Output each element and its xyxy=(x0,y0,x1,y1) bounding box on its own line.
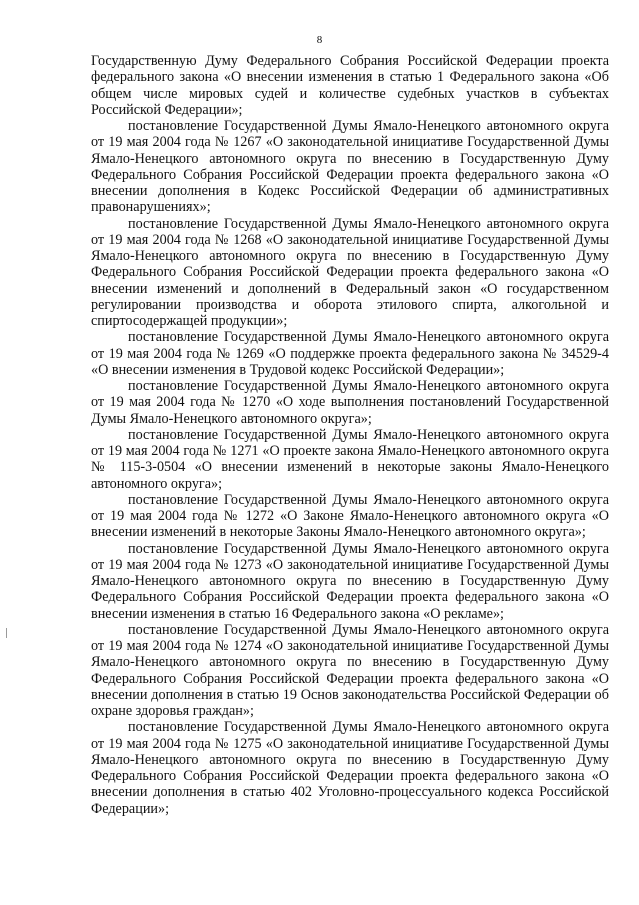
document-body xyxy=(91,53,609,817)
paragraph-resolution-1268: постановление Государственной Думы Ямало-Ненецкого автономного округа от 19 мая 2004 года № 1268 «О законодательной инициативе Государственной Думы Ямало-Ненецкого автономного округа по внесению в Государственную Думу Федерального Собрания Российской Федерации проекта федерального закона «О внесении изменений и дополнений в Федеральный закон «О государственном регулировании производства и оборота этилового спирта, алкогольной и спиртосодержащей продукции»; xyxy=(91,215,609,329)
paragraph-resolution-1273: постановление Государственной Думы Ямало-Ненецкого автономного округа от 19 мая 2004 года № 1273 «О законодательной инициативе Государственной Думы Ямало-Ненецкого автономного округа по внесению в Государственную Думу Федерального Собрания Российской Федерации проекта федерального закона «О внесении изменения в статью 16 Федерального закона «О рекламе»; xyxy=(91,540,609,622)
paragraph-resolution-1271: постановление Государственной Думы Ямало-Ненецкого автономного округа от 19 мая 2004 года № 1271 «О проекте закона Ямало-Ненецкого автономного округа № 115-3-0504 «О внесении изменений в некоторые законы Ямало-Ненецкого автономного округа»; xyxy=(91,426,609,492)
paragraph-continuation: Государственную Думу Федерального Собрания Российской Федерации проекта федерального закона «О внесении изменения в статью 1 Федерального закона «Об общем числе мировых судей и количестве судебных участков в субъектах Российской Федерации»; xyxy=(91,53,609,118)
paragraph-resolution-1269: постановление Государственной Думы Ямало-Ненецкого автономного округа от 19 мая 2004 года № 1269 «О поддержке проекта федерального закона № 34529-4 «О внесении изменения в Трудовой кодекс Российской Федерации»; xyxy=(91,329,609,378)
paragraph-resolution-1270: постановление Государственной Думы Ямало-Ненецкого автономного округа от 19 мая 2004 года № 1270 «О ходе выполнения постановлений Государственной Думы Ямало-Ненецкого автономного округа»; xyxy=(91,378,609,427)
paragraph-resolution-1267: постановление Государственной Думы Ямало-Ненецкого автономного округа от 19 мая 2004 года № 1267 «О законодательной инициативе Государственной Думы Ямало-Ненецкого автономного округа по внесению в Государственную Думу Федерального Собрания Российской Федерации проекта федерального закона «О внесении дополнения в Кодекс Российской Федерации об административных правонарушениях»; xyxy=(91,118,609,216)
paragraph-resolution-1274: постановление Государственной Думы Ямало-Ненецкого автономного округа от 19 мая 2004 года № 1274 «О законодательной инициативе Государственной Думы Ямало-Ненецкого автономного округа по внесению в Государственную Думу Федерального Собрания Российской Федерации проекта федерального закона «О внесении дополнения в статью 19 Основ законодательства Российской Федерации об охране здоровья граждан»; xyxy=(91,621,609,719)
scan-artifact-mark xyxy=(6,628,7,638)
paragraph-resolution-1275: постановление Государственной Думы Ямало-Ненецкого автономного округа от 19 мая 2004 года № 1275 «О законодательной инициативе Государственной Думы Ямало-Ненецкого автономного округа по внесению в Государственную Думу Федерального Собрания Российской Федерации проекта федерального закона «О внесении дополнения в статью 402 Уголовно-процессуального кодекса Российской Федерации»; xyxy=(91,719,609,817)
paragraph-resolution-1272: постановление Государственной Думы Ямало-Ненецкого автономного округа от 19 мая 2004 года № 1272 «О Законе Ямало-Ненецкого автономного округа «О внесении изменений в некоторые Законы Ямало-Ненецкого автономного округа»; xyxy=(91,491,609,541)
page-number: 8 xyxy=(316,34,323,46)
